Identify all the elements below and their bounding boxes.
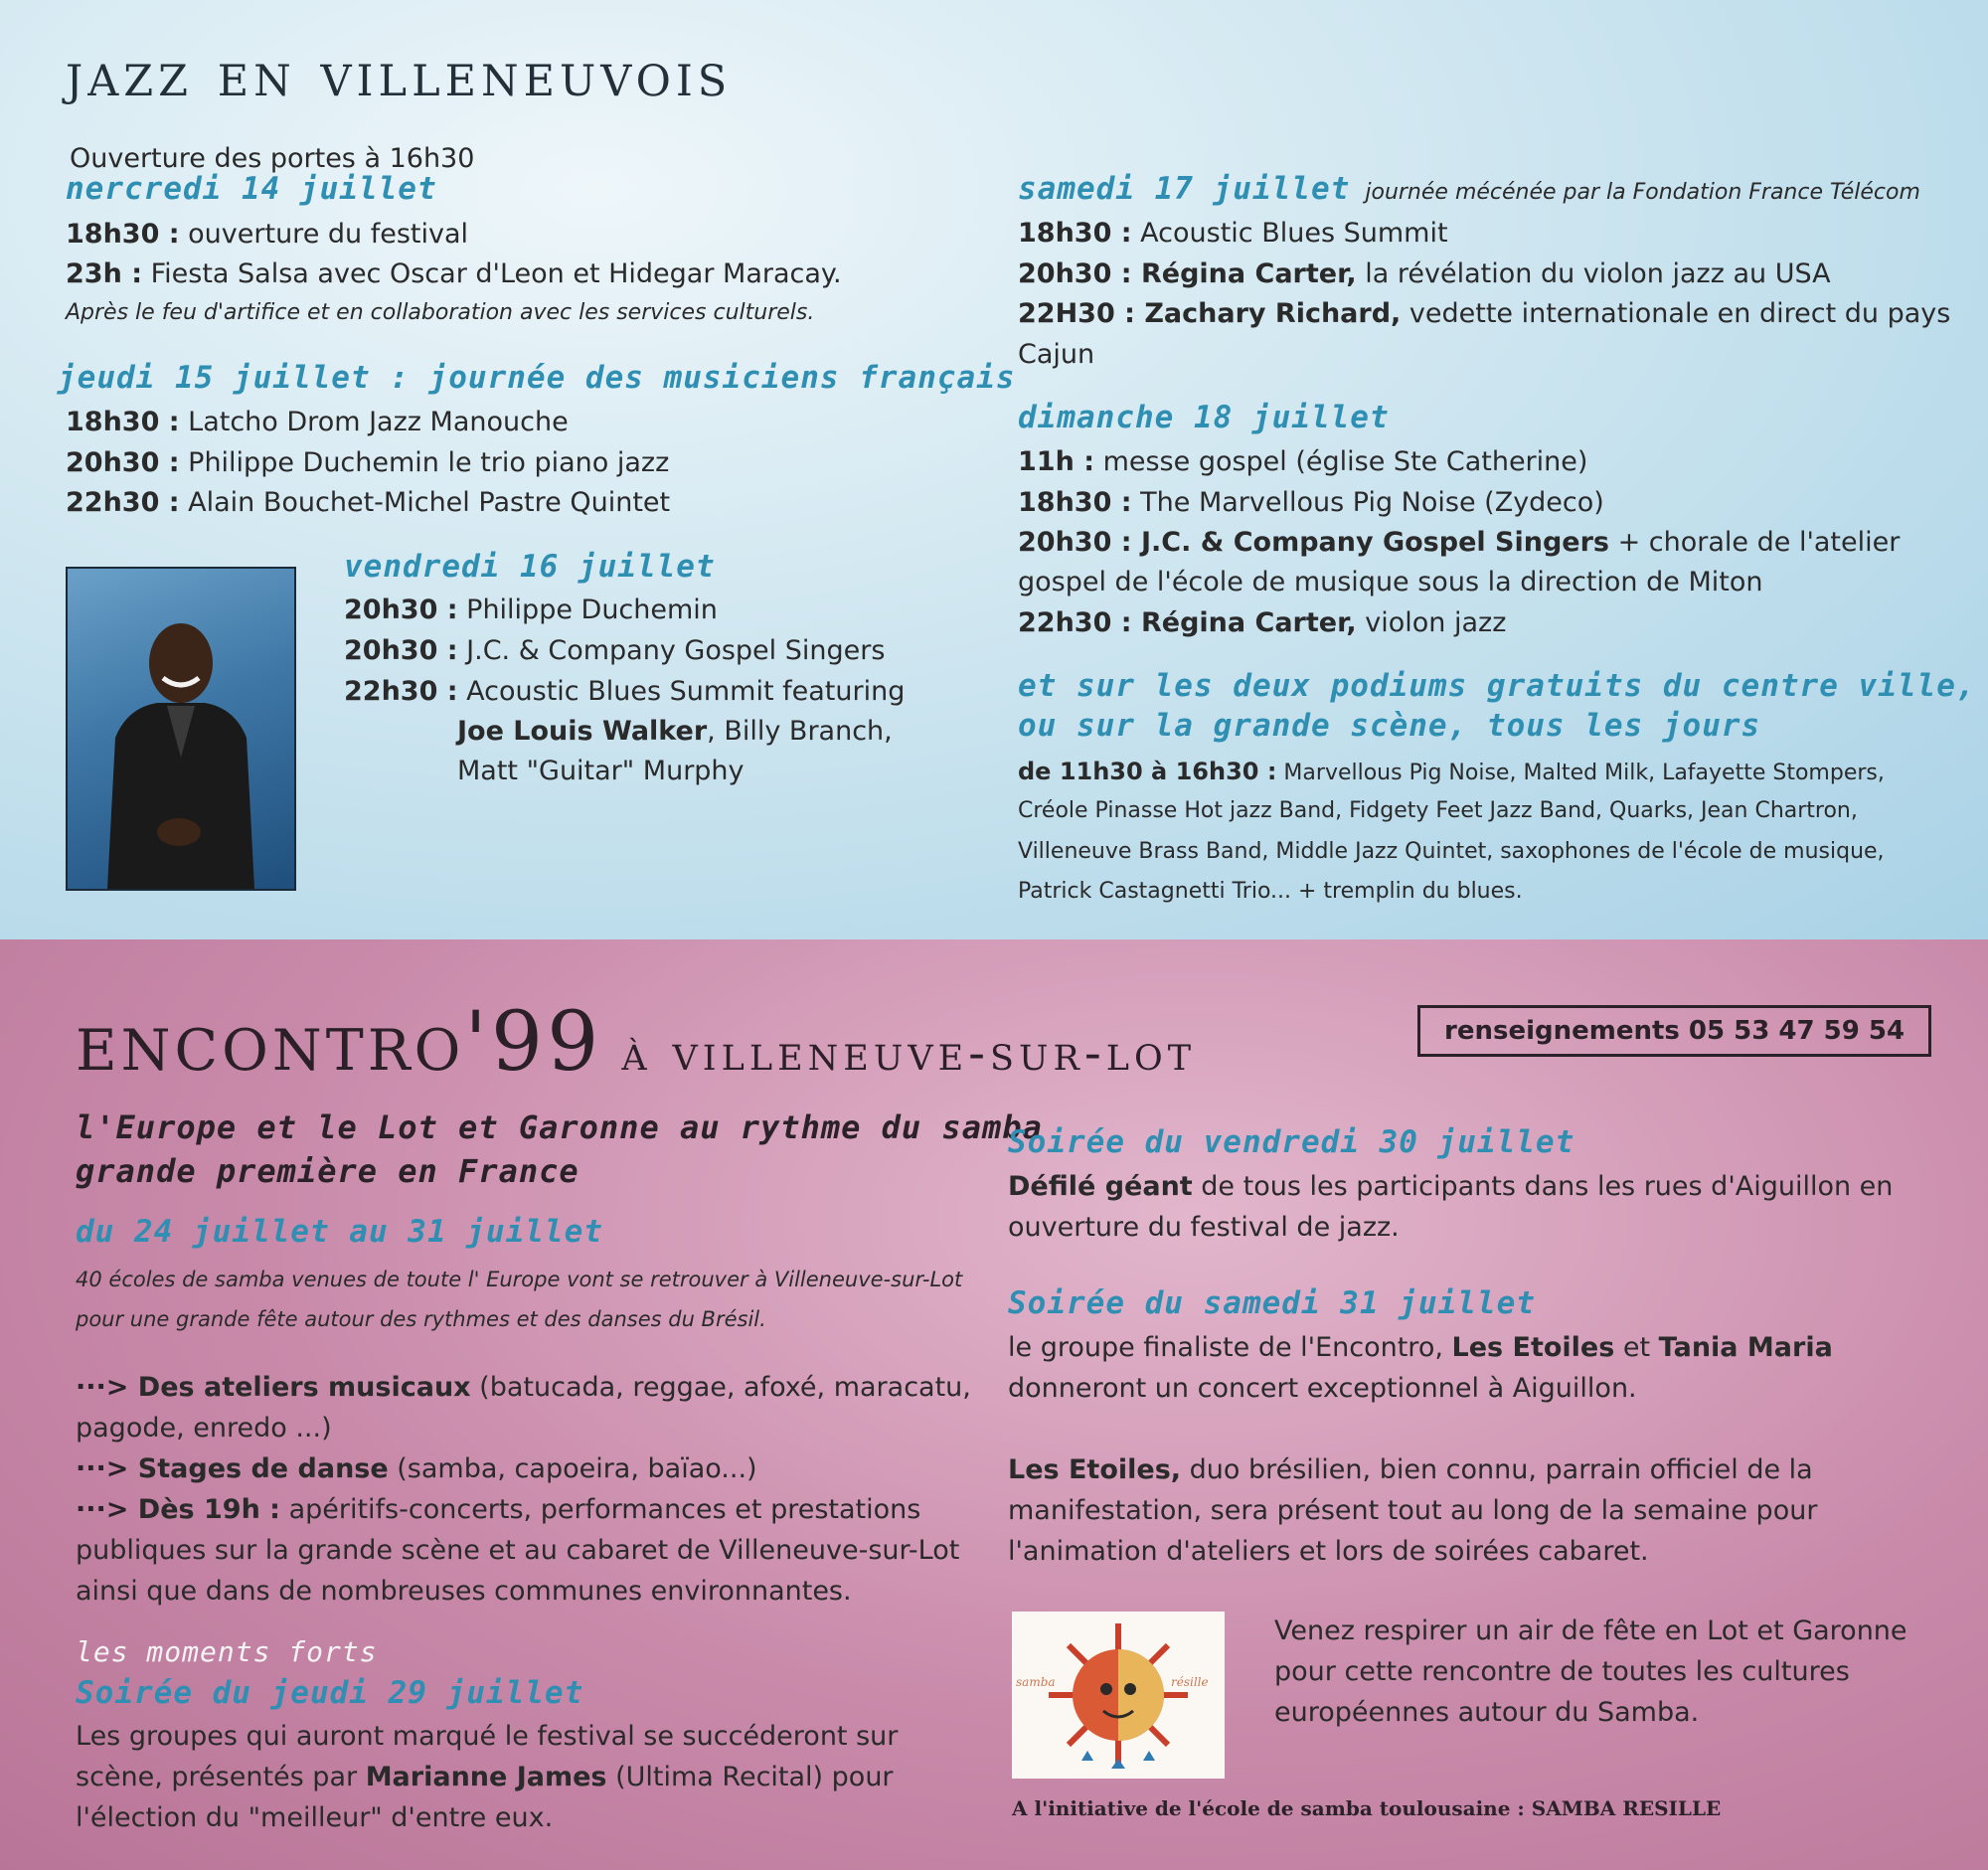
thu-item: 18h30 : Latcho Drom Jazz Manouche [66,407,569,437]
sat-note: journée mécénée par la Fondation France Télécom [1365,180,1920,205]
arrow-icon: ···> [76,1372,138,1403]
podiums-line: Patrick Castagnetti Trio... + tremplin du blues. [1018,879,1523,904]
encontro-subtitle: l'Europe et le Lot et Garonne au rythme du samba [76,1108,1043,1146]
sat-item: 20h30 : Régina Carter, la révélation du violon jazz au USA [1018,258,1831,289]
contact-box: renseignements 05 53 47 59 54 [1417,1005,1931,1057]
sun-item: 20h30 : J.C. & Company Gospel Singers + chorale de l'atelier [1018,527,1901,558]
logo-text-right: résille [1171,1675,1209,1689]
sat-item: 22H30 : Zachary Richard, vedette internationale en direct du pays [1018,298,1951,329]
fri-item: 20h30 : J.C. & Company Gospel Singers [344,635,886,666]
encontro-intro: pour une grande fête autour des rythmes et des danses du Brésil. [76,1307,766,1331]
wed-item: 23h : Fiesta Salsa avec Oscar d'Leon et Hidegar Maracay. [66,258,842,289]
podiums-heading: et sur les deux podiums gratuits du centre ville, [1018,668,1976,704]
bullet-ateliers: ···> Des ateliers musicaux (batucada, reggae, afoxé, maracatu, [76,1372,971,1403]
wed-note: Après le feu d'artifice et en collaboration avec les services culturels. [66,300,815,325]
bullet-continuation: ainsi que dans de nombreuses communes environnantes. [76,1576,852,1607]
moments-heading: les moments forts [76,1635,378,1668]
sun-item: 18h30 : The Marvellous Pig Noise (Zydeco) [1018,487,1604,518]
logo-text-left: samba [1016,1675,1056,1689]
fri-continuation: Matt "Guitar" Murphy [457,756,745,786]
fri-item: 20h30 : Philippe Duchemin [344,595,718,625]
jazz-title: jazz en villeneuvois [66,38,733,110]
fri-item: 22h30 : Acoustic Blues Summit featuring [344,676,906,707]
etoiles-text: manifestation, sera présent tout au long de la semaine pour [1008,1495,1818,1526]
etoiles-text: l'animation d'ateliers et lors de soirées cabaret. [1008,1536,1649,1567]
wed-heading: nercredi 14 juillet [66,171,437,207]
sun-item: 11h : messe gospel (église Ste Catherine) [1018,446,1588,477]
bullet-stages: ···> Stages de danse (samba, capoeira, baïao...) [76,1453,757,1484]
thu-item: 22h30 : Alain Bouchet-Michel Pastre Quintet [66,487,671,518]
sat-continuation: Cajun [1018,339,1095,370]
podiums-heading: ou sur la grande scène, tous les jours [1018,708,1761,744]
sat31-heading: Soirée du samedi 31 juillet [1008,1285,1536,1321]
sat31-text: donneront un concert exceptionnel à Aiguillon. [1008,1373,1637,1404]
fri-continuation: Joe Louis Walker, Billy Branch, [457,716,893,747]
podiums-line: Villeneuve Brass Band, Middle Jazz Quintet, saxophones de l'école de musique, [1018,839,1885,864]
fri30-heading: Soirée du vendredi 30 juillet [1008,1124,1575,1160]
encontro-section [0,939,1988,1870]
encontro-dates: du 24 juillet au 31 juillet [76,1214,603,1250]
sun-item: 22h30 : Régina Carter, violon jazz [1018,607,1507,638]
venez-text: européennes autour du Samba. [1274,1697,1700,1728]
musician-figure [68,569,294,889]
thu29-text: Les groupes qui auront marqué le festival se succéderont sur [76,1721,899,1752]
encontro-title [76,995,1196,1090]
venez-text: Venez respirer un air de fête en Lot et Garonne [1274,1615,1907,1646]
wed-item: 18h30 : ouverture du festival [66,219,469,250]
arrow-icon: ···> [76,1494,138,1525]
sun-heading: dimanche 18 juillet [1018,400,1390,435]
bullet-continuation: publiques sur la grande scène et au cabaret de Villeneuve-sur-Lot [76,1535,960,1566]
bullet-continuation: pagode, enredo ...) [76,1413,332,1444]
musician-photo [66,567,296,891]
initiative-footer: A l'initiative de l'école de samba toulousaine : SAMBA RESILLE [1012,1796,1722,1820]
arrow-icon: ···> [76,1453,138,1484]
encontro-title-main: encontro'99 [76,995,603,1090]
sat-heading: samedi 17 juillet [1018,171,1351,207]
encontro-title-sub: à villeneuve-sur-lot [621,1024,1197,1082]
thu29-text: l'élection du "meilleur" d'entre eux. [76,1802,554,1833]
podiums-line: de 11h30 à 16h30 : Marvellous Pig Noise, Malted Milk, Lafayette Stompers, [1018,758,1885,785]
bullet-des19h: ···> Dès 19h : apéritifs-concerts, performances et prestations [76,1494,921,1525]
thu29-text: scène, présentés par Marianne James (Ultima Recital) pour [76,1762,894,1792]
sat-item: 18h30 : Acoustic Blues Summit [1018,218,1448,249]
sun-mask-icon [1012,1612,1225,1779]
samba-resille-logo [1012,1612,1225,1779]
fri-heading: vendredi 16 juillet [344,549,716,585]
opening-time: Ouverture des portes à 16h30 [70,143,475,174]
thu29-heading: Soirée du jeudi 29 juillet [76,1675,584,1711]
podiums-line: Créole Pinasse Hot jazz Band, Fidgety Feet Jazz Band, Quarks, Jean Chartron, [1018,798,1858,823]
thu-item: 20h30 : Philippe Duchemin le trio piano jazz [66,447,670,478]
etoiles-text: Les Etoiles, duo brésilien, bien connu, parrain officiel de la [1008,1454,1813,1485]
encontro-intro: 40 écoles de samba venues de toute l' Europe vont se retrouver à Villeneuve-sur-Lot [76,1268,963,1291]
venez-text: pour cette rencontre de toutes les cultures [1274,1656,1850,1687]
sat-heading-row [1018,171,1920,207]
fri30-text: ouverture du festival de jazz. [1008,1212,1400,1243]
encontro-subtitle: grande première en France [76,1152,580,1190]
fri30-text: Défilé géant de tous les participants dans les rues d'Aiguillon en [1008,1171,1894,1202]
sun-continuation: gospel de l'école de musique sous la direction de Miton [1018,567,1763,597]
thu-heading: jeudi 15 juillet : journée des musiciens français [58,360,1016,396]
sat31-text: le groupe finaliste de l'Encontro, Les Etoiles et Tania Maria [1008,1332,1833,1363]
